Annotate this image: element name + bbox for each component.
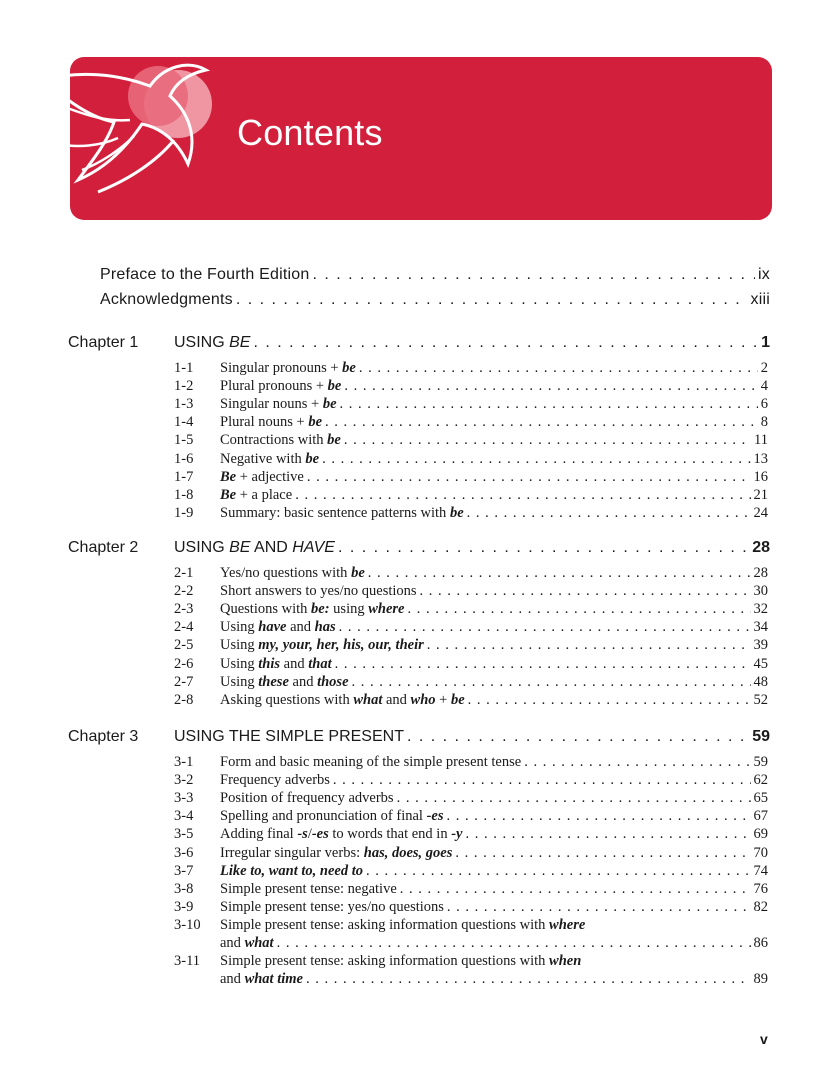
section-entry-title: [220, 469, 304, 486]
entry-text-part: be: [342, 360, 356, 376]
section-entry[interactable]: [220, 432, 768, 449]
section-entry[interactable]: [220, 899, 768, 916]
section-entry-title: [220, 451, 319, 468]
section-entry-title: [220, 971, 303, 988]
entry-text-part: Questions with: [220, 601, 312, 618]
entry-text-part: + a place: [236, 486, 293, 503]
section-entry-page: 13: [753, 450, 768, 467]
chapter-label: Chapter 3: [68, 728, 139, 745]
section-number: 1-8: [174, 486, 194, 503]
entry-text-part: Irregular singular verbs:: [220, 844, 364, 861]
leader-dots: [524, 754, 750, 771]
section-entry-page: 32: [753, 601, 768, 618]
leader-dots: [339, 619, 751, 636]
section-entry-title: [220, 396, 337, 413]
section-entry[interactable]: [220, 451, 768, 468]
section-number: 3-7: [174, 862, 194, 879]
chapter-page: 1: [761, 334, 770, 351]
section-number: 1-5: [174, 432, 194, 449]
entry-text-part: be: [322, 396, 337, 413]
entry-text-part: and: [220, 935, 245, 951]
section-entry-title: [220, 863, 363, 880]
section-number: 1-2: [174, 378, 194, 395]
section-number: 2-6: [174, 655, 194, 672]
entry-text-part: Plural pronouns +: [220, 378, 328, 395]
section-entry[interactable]: [220, 396, 768, 413]
section-entry-title: [220, 414, 322, 431]
leader-dots: [468, 692, 751, 709]
section-entry[interactable]: [220, 971, 768, 988]
entry-text-part: + adjective: [236, 468, 304, 485]
bird-logo-icon: [38, 52, 228, 212]
section-entry-title: [220, 360, 356, 377]
entry-text-part: Simple present tense: yes/no questions: [220, 898, 444, 915]
entry-text-part: Simple present tense: asking information questions with: [220, 953, 550, 970]
section-number: 3-2: [174, 772, 194, 789]
section-entry-title: [220, 432, 341, 449]
leader-dots: [277, 935, 751, 952]
leader-dots: [307, 469, 751, 486]
entry-text-part: where: [549, 916, 586, 933]
entry-text-part: +: [435, 691, 451, 708]
section-entry-title: [220, 674, 349, 691]
entry-text-part: and: [280, 655, 309, 672]
section-number: 3-6: [174, 844, 194, 861]
section-number: 2-4: [174, 619, 194, 636]
section-number: 2-1: [174, 565, 194, 581]
section-entry-page: 6: [760, 396, 768, 413]
entry-text-part: these: [258, 673, 289, 690]
entry-text-part: where: [368, 601, 405, 618]
contents-title: Contents: [237, 112, 383, 153]
section-number: 2-5: [174, 637, 194, 654]
section-entry-title: [220, 881, 397, 898]
section-entry[interactable]: [220, 935, 768, 952]
entry-text-part: be: [450, 691, 465, 708]
section-entry-page: 34: [753, 619, 768, 636]
section-entry-page: 76: [753, 880, 768, 897]
entry-text-part: Acknowledgments: [100, 291, 233, 308]
chapter-title-entry[interactable]: [174, 728, 770, 746]
section-entry-page: 11: [754, 432, 768, 449]
leader-dots: [368, 565, 751, 582]
section-entry[interactable]: [220, 754, 768, 771]
section-number: 2-7: [174, 673, 194, 690]
section-entry[interactable]: [220, 808, 768, 825]
section-number: 1-9: [174, 504, 194, 521]
leader-dots: [344, 378, 757, 395]
leader-dots: [253, 334, 758, 352]
section-entry[interactable]: [220, 692, 768, 709]
section-number: 3-3: [174, 790, 194, 807]
entry-text-part: Asking questions with: [220, 691, 354, 708]
leader-dots: [325, 414, 758, 431]
entry-text-part: my, your, her, his, our, their: [258, 637, 424, 654]
section-entry-title: [220, 619, 336, 636]
section-entry[interactable]: [220, 565, 768, 582]
leader-dots: [366, 863, 751, 880]
front-matter-entry[interactable]: [100, 291, 770, 309]
entry-text-part: be: [351, 565, 365, 581]
section-entry[interactable]: [220, 674, 768, 691]
entry-text-part: Using: [220, 619, 259, 636]
section-entry-page: 21: [753, 486, 768, 503]
entry-text-part: have: [258, 619, 287, 636]
section-entry-title: [220, 845, 452, 862]
section-entry[interactable]: [220, 656, 768, 673]
entry-text-part: what: [244, 935, 274, 951]
leader-dots: [352, 674, 751, 691]
entry-text-part: Be: [220, 486, 237, 503]
entry-text-part: Short answers to yes/no questions: [220, 583, 417, 600]
section-number: 1-6: [174, 450, 194, 467]
entry-text-part: who: [410, 691, 436, 708]
entry-text-part: those: [317, 673, 349, 690]
section-number: 3-9: [174, 898, 194, 915]
entry-text-part: Be: [220, 468, 237, 485]
entry-text-part: what time: [244, 971, 303, 988]
entry-text-part: Yes/no questions with: [220, 565, 352, 581]
entry-text-part: Contractions with: [220, 432, 328, 449]
entry-text-part: Adding final: [220, 826, 298, 843]
section-entry-title: [220, 378, 341, 395]
leader-dots: [465, 826, 750, 843]
leader-dots: [322, 451, 750, 468]
entry-text-part: be: [327, 432, 341, 449]
section-entry-title: [220, 826, 462, 843]
entry-text-part: to words that end in: [328, 826, 452, 843]
entry-text-part: Spelling and pronunciation of final: [220, 808, 427, 825]
section-number: 1-3: [174, 396, 194, 413]
entry-text-part: that: [308, 655, 332, 672]
leader-dots: [295, 487, 750, 504]
section-number: 3-8: [174, 880, 194, 897]
entry-text-part: has, does, goes: [363, 844, 453, 861]
entry-text-part: using: [329, 601, 369, 618]
section-entry-page: 59: [753, 754, 768, 770]
entry-text-part: Form and basic meaning of the simple present tense: [220, 754, 522, 770]
section-entry-page: 62: [753, 772, 768, 789]
leader-dots: [447, 899, 751, 916]
section-number: 2-2: [174, 583, 194, 600]
entry-text-part: when: [549, 953, 582, 970]
section-entry[interactable]: [220, 487, 768, 504]
entry-text-part: -s: [297, 826, 308, 843]
entry-text-part: and: [220, 971, 245, 988]
section-number: 2-3: [174, 601, 194, 618]
leader-dots: [333, 772, 751, 789]
section-entry[interactable]: [220, 601, 768, 618]
section-entry-page: 2: [760, 360, 768, 376]
leader-dots: [407, 601, 750, 618]
section-number: 3-10: [174, 916, 201, 933]
section-number: 1-1: [174, 360, 194, 376]
leader-dots: [400, 881, 751, 898]
page-number: v: [760, 1031, 768, 1047]
entry-text-part: -es: [311, 826, 329, 843]
section-entry-page: 24: [753, 504, 768, 521]
leader-dots: [397, 790, 751, 807]
section-entry-title: [220, 935, 274, 952]
section-title-line1: [220, 953, 581, 970]
section-entry-title: [220, 487, 292, 504]
section-entry[interactable]: [220, 469, 768, 486]
section-entry[interactable]: [220, 378, 768, 395]
section-entry-page: 89: [753, 971, 768, 988]
section-entry-page: 30: [753, 583, 768, 600]
section-entry[interactable]: [220, 583, 768, 600]
section-number: 3-1: [174, 754, 194, 770]
entry-text-part: has: [314, 619, 336, 636]
section-number: 2-8: [174, 691, 194, 708]
section-entry-page: 52: [753, 691, 768, 708]
entry-text-part: Plural nouns +: [220, 414, 309, 431]
chapter-title: USING BE AND HAVE: [174, 539, 335, 556]
leader-dots: [306, 971, 751, 988]
leader-dots: [236, 291, 748, 309]
entry-text-part: -y: [451, 826, 463, 843]
section-entry[interactable]: [220, 637, 768, 654]
entry-text-part: Frequency adverbs: [220, 772, 330, 789]
entry-text-part: what: [353, 691, 383, 708]
leader-dots: [338, 539, 749, 557]
entry-text-part: Summary: basic sentence patterns with: [220, 504, 450, 521]
chapter-title-entry[interactable]: [174, 334, 770, 352]
section-entry-title: [220, 754, 521, 771]
section-entry-title: [220, 808, 444, 825]
leader-dots: [455, 845, 750, 862]
section-number: 3-11: [174, 953, 201, 970]
section-entry[interactable]: [220, 790, 768, 807]
front-matter-entry-title: [100, 291, 233, 309]
entry-text-part: Using: [220, 655, 259, 672]
entry-text-part: and: [382, 691, 411, 708]
section-entry[interactable]: [220, 826, 768, 843]
section-number: 3-5: [174, 826, 194, 843]
section-entry-page: 82: [753, 898, 768, 915]
section-entry-page: 8: [760, 414, 768, 431]
entry-text-part: this: [258, 655, 281, 672]
section-entry-page: 45: [753, 655, 768, 672]
chapter-label: Chapter 1: [68, 334, 139, 351]
section-entry-page: 86: [753, 935, 768, 951]
section-entry[interactable]: [220, 772, 768, 789]
section-entry-page: 74: [753, 862, 768, 879]
section-entry-page: 48: [753, 673, 768, 690]
section-entry-title: [220, 692, 465, 709]
chapter-page: 59: [752, 728, 770, 745]
leader-dots: [420, 583, 751, 600]
section-number: 3-4: [174, 808, 194, 825]
section-entry-title: [220, 583, 417, 600]
entry-text-part: be: [327, 378, 342, 395]
section-entry-page: 67: [753, 808, 768, 825]
chapter-title-entry[interactable]: [174, 539, 770, 557]
section-entry-title: [220, 790, 394, 807]
section-entry-page: 39: [753, 637, 768, 654]
leader-dots: [335, 656, 751, 673]
entry-text-part: be:: [311, 601, 330, 618]
section-entry-title: [220, 565, 365, 582]
leader-dots: [447, 808, 751, 825]
section-entry-page: 70: [753, 844, 768, 861]
leader-dots: [344, 432, 751, 449]
entry-text-part: and: [286, 619, 315, 636]
entry-text-part: Using: [220, 637, 259, 654]
front-matter-entry-title: [100, 266, 309, 284]
entry-text-part: be: [305, 450, 320, 467]
section-entry-title: [220, 637, 424, 654]
entry-text-part: Preface to the Fourth Edition: [100, 266, 310, 283]
section-entry-title: [220, 505, 464, 522]
front-matter-entry[interactable]: [100, 266, 770, 284]
section-entry[interactable]: [220, 505, 768, 522]
entry-text-part: Simple present tense: asking information questions with: [220, 916, 550, 933]
section-entry-page: 16: [753, 468, 768, 485]
section-entry[interactable]: [220, 414, 768, 431]
leader-dots: [340, 396, 758, 413]
section-entry-title: [220, 772, 330, 789]
section-entry[interactable]: [220, 619, 768, 636]
section-entry-page: 4: [760, 378, 768, 395]
chapter-label: Chapter 2: [68, 539, 139, 556]
section-entry-title: [220, 601, 404, 618]
section-entry[interactable]: [220, 845, 768, 862]
section-entry-page: 28: [753, 565, 768, 581]
section-entry[interactable]: [220, 360, 768, 377]
entry-text-part: Singular nouns +: [220, 396, 323, 413]
entry-text-part: Negative with: [220, 450, 306, 467]
leader-dots: [359, 360, 758, 377]
chapter-title: USING THE SIMPLE PRESENT: [174, 728, 404, 745]
entry-text-part: be: [449, 504, 464, 521]
front-matter-entry-page: xiii: [750, 291, 770, 308]
section-number: 1-7: [174, 468, 194, 485]
entry-text-part: Singular pronouns +: [220, 360, 343, 376]
section-entry[interactable]: [220, 863, 768, 880]
section-title-line1: [220, 917, 585, 934]
chapter-page: 28: [752, 539, 770, 556]
leader-dots: [427, 637, 751, 654]
entry-text-part: Like to, want to, need to: [220, 862, 363, 879]
leader-dots: [407, 728, 749, 746]
section-entry-title: [220, 899, 444, 916]
section-entry-title: [220, 656, 332, 673]
section-entry[interactable]: [220, 881, 768, 898]
entry-text-part: -es: [426, 808, 444, 825]
leader-dots: [467, 505, 751, 522]
entry-text-part: Simple present tense: negative: [220, 880, 397, 897]
entry-text-part: Position of frequency adverbs: [220, 790, 394, 807]
section-entry-page: 69: [753, 826, 768, 843]
leader-dots: [312, 266, 755, 284]
entry-text-part: /: [307, 826, 312, 843]
entry-text-part: be: [308, 414, 323, 431]
entry-text-part: Using: [220, 673, 259, 690]
entry-text-part: and: [288, 673, 318, 690]
section-number: 1-4: [174, 414, 194, 431]
section-entry-page: 65: [753, 790, 768, 807]
chapter-title: USING BE: [174, 334, 251, 351]
front-matter-entry-page: ix: [758, 266, 770, 283]
